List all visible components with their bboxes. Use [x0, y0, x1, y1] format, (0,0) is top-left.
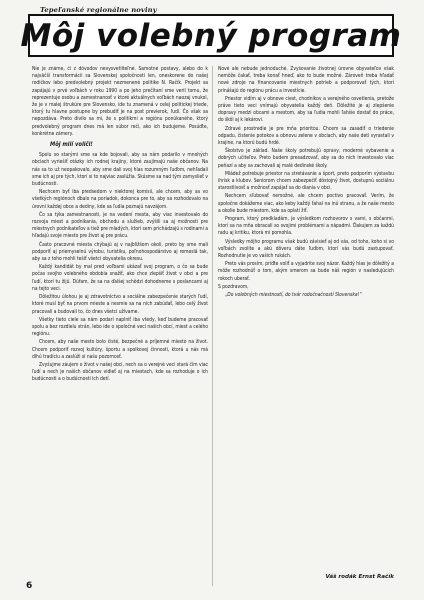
author-signature: Váš rodák Ernst Račík: [325, 574, 394, 580]
right-column: [218, 66, 394, 586]
section-label: Tepeľanské regionálne noviny: [40, 6, 157, 14]
body-paragraph: Každý kandidát by mal pred voľbami ukázať svoj program, o čo sa bude počas svojho volebného obdobia snažiť, ako chce zlepšiť život v obci a pre ľudí, ktorí tu žijú. Dúfam, že sa na ďalšej schôdzi dohodneme s poslancami aj na tejto veci.: [32, 264, 208, 292]
body-paragraph: Spolu so starými sme sa kde bojovali, aby sa nám podarilo v mnohých obciach vyriešiť otázky ich rodnej krajiny, ktoré zaujímajú naše občanov. Na nás sa to už neopakovalo, aby sme dali svoj hlas rozumným ľuďom, nehľadali sme ich aj pre tých, ktorí si to najviac zaslúžia. Skúsme sa nad tým zamyslieť v budúcnosti.: [32, 152, 208, 188]
body-paragraph: Program, ktorý predkladám, je výsledkom rozhovorov s vami, s občanmi, ktorí sa na mňa obracali so svojimi problémami a nápadmi. Ďakujem za každú radu aj kritiku, ktorá mi pomohla.: [218, 216, 394, 237]
intro-paragraph: Nie je známe, či z dôvodov nevysvetliteľné. Samotné postavy, alebo do k najväčší transformácii sa Slovenskej spoločnosti len, oneskorene do našej rodičkov lebo predvolebný projekt nezmenené politike N. Račík. Projekt sa zapájajú v prvé voľbách v roku 1990 a po jeho prečítaní sme veril tomu, že reprezentuje osobu a zamestnanosť v ktoré aktuálnych voľbách naozaj vnukol, že je v malej štrukúre pre Slovensko, ide tu znamená v celej politickej triede, ktorý tu hlavne postupne by prebudiť je na post previerok, ľudí. Čo však sa nepozdáva. Preto divilo sa mi, že s politikmi a regiónu ponúkaného, ktorý predvolebný program dnes má len súbor reči, ako ich budujeme. Posúďte, konkrétne zámery.: [32, 66, 208, 137]
body-paragraph: Dôležitou úlohou je aj zdravotníctvo a sociálne zabezpečenie starých ľudí, ktoré musí byť na prvom mieste a nesmie sa na nich zabúdať, lebo celý život pracovali a budovali to, čo dnes všetci užívame.: [32, 294, 208, 315]
headline-box: [20, 14, 402, 57]
page-title: Môj volebný program: [20, 17, 402, 54]
closing-greeting: S pozdravom,: [218, 283, 249, 290]
body-paragraph: Výsledky môjho programu však budú závisieť aj od vás, od toho, koho si vo voľbách zvolíte a akú dôveru dáte ľuďom, ktorí vás budú zastupovať. Rozhodnutie je vo vašich rukách.: [218, 238, 394, 260]
body-paragraph: Všetky tieto ciele sa nám podarí naplniť iba vtedy, keď budeme pracovať spolu a bez rozdielu strán, lebo ide o spoločné veci našich obcí, miest a celého regiónu.: [32, 316, 208, 338]
greeting-heading: Môj milí voliči!: [50, 142, 93, 149]
body-paragraph: Nechcem sľubovať nemožné, ale chcem poctivo pracovať. Verím, že spoločne dokážeme viac, ako keby každý ťahal na inú stranu, a že naše mesto a okolie bude miestom, kde sa oplatí žiť.: [218, 193, 394, 214]
body-paragraph: Mládež potrebuje priestor na stretávanie a šport, preto podporím výstavbu ihrísk a klubov. Seniorom chcem zabezpečiť dôstojný život, dostupnú sociálnu starostlivosť a možnosť zapájať sa do diania v obci.: [218, 170, 394, 192]
body-paragraph: Často pracovné miesta chýbajú aj v najbližšom okolí, preto by sme mali podporiť aj priemyselnú výrobu, turistiku, poľnohospodárstvo aj remeslá tak, aby sa z toho mohli tešiť všetci obyvatelia okresu.: [32, 241, 208, 263]
body-paragraph: Školstvo je základ. Naše školy potrebujú opravy, moderné vybavenie a dobrých učiteľov. Preto budem presadzovať, aby sa do nich investovalo viac peňazí a aby sa zachovali aj malé dedinské školy.: [218, 148, 394, 169]
body-paragraph: Zdravé prostredie je pre mňa prioritou. Chcem sa zasadiť o triedenie odpadu, čistenie potokov a obnovu zelene v obciach, aby naše deti vyrastali v krajine, na ktorú budú hrdé.: [218, 125, 394, 147]
body-paragraph: Priestor vidím aj v obnove ciest, chodníkov a verejného osvetlenia, pretože práve tieto veci vnímajú obyvatelia každý deň. Dôležité je aj zlepšenie dopravy medzi obcami a mestom, aby sa ľudia mohli ľahšie dostať do práce, do škôl aj k lekárovi.: [218, 95, 394, 124]
column-divider: [212, 66, 213, 586]
closing-slogan: „Do volebných miestností, do tvár rodočnačností Slovenska!“: [225, 292, 362, 299]
body-paragraph: Preto vás prosím, príďte voliť a vyjadrite svoj názor. Každý hlas je dôležitý a môže rozhodnúť o tom, akým smerom sa bude náš región v nasledujúcich rokoch uberať.: [218, 261, 394, 282]
left-column: [32, 66, 208, 586]
page-number: 6: [26, 581, 33, 591]
body-paragraph: Čo sa týka zamestnanosti, je na vedení mesta, aby viac investovalo do rozvoja miest a podnikania, obchodu a služieb, zvýšili sa aj možnosti pre miestnych podnikateľov a tiež pre mladých, ktorí sem prichádzajú s rodinami a hľadajú svoje miesto pre život aj pre prácu.: [32, 211, 208, 240]
body-paragraph: Zvyšujme záujem o život v našej obci, nech sa o verejné veci stará čím viac ľudí a nech je našich občanov vidieť aj na miestach, kde sa rozhoduje o ich budúcnosti a o budúcnosti ich detí.: [32, 361, 208, 383]
body-paragraph: Chcem, aby naše mesto bolo čisté, bezpečné a príjemné miesto na život. Chcem podporiť rozvoj kultúry, športu a spolkovej činnosti, ktorá u nás má dlhú tradíciu a zaslúži si našu pozornosť.: [32, 339, 208, 360]
body-paragraph: Nové ale nebude jednoduché. Zvyšovanie životnej úrovne obyvateľov však nemôže čakať, treba konať hneď, ako to bude možné. Zároveň treba hľadať nové zdroje na financovanie miestnych potrieb a podporovať tých, ktorí prinášajú do regiónu prácu a investície.: [218, 66, 394, 94]
body-paragraph: Nechcem byť iba predsedom v niektorej komisii, ale chcem, aby sa vo všetkých regiónoch dbalo na poriadok, dokonca pre to, aby sa rozhodovalo na úrovni každej obce a dediny, kde sa ľudia poznajú navzájom.: [32, 189, 208, 210]
